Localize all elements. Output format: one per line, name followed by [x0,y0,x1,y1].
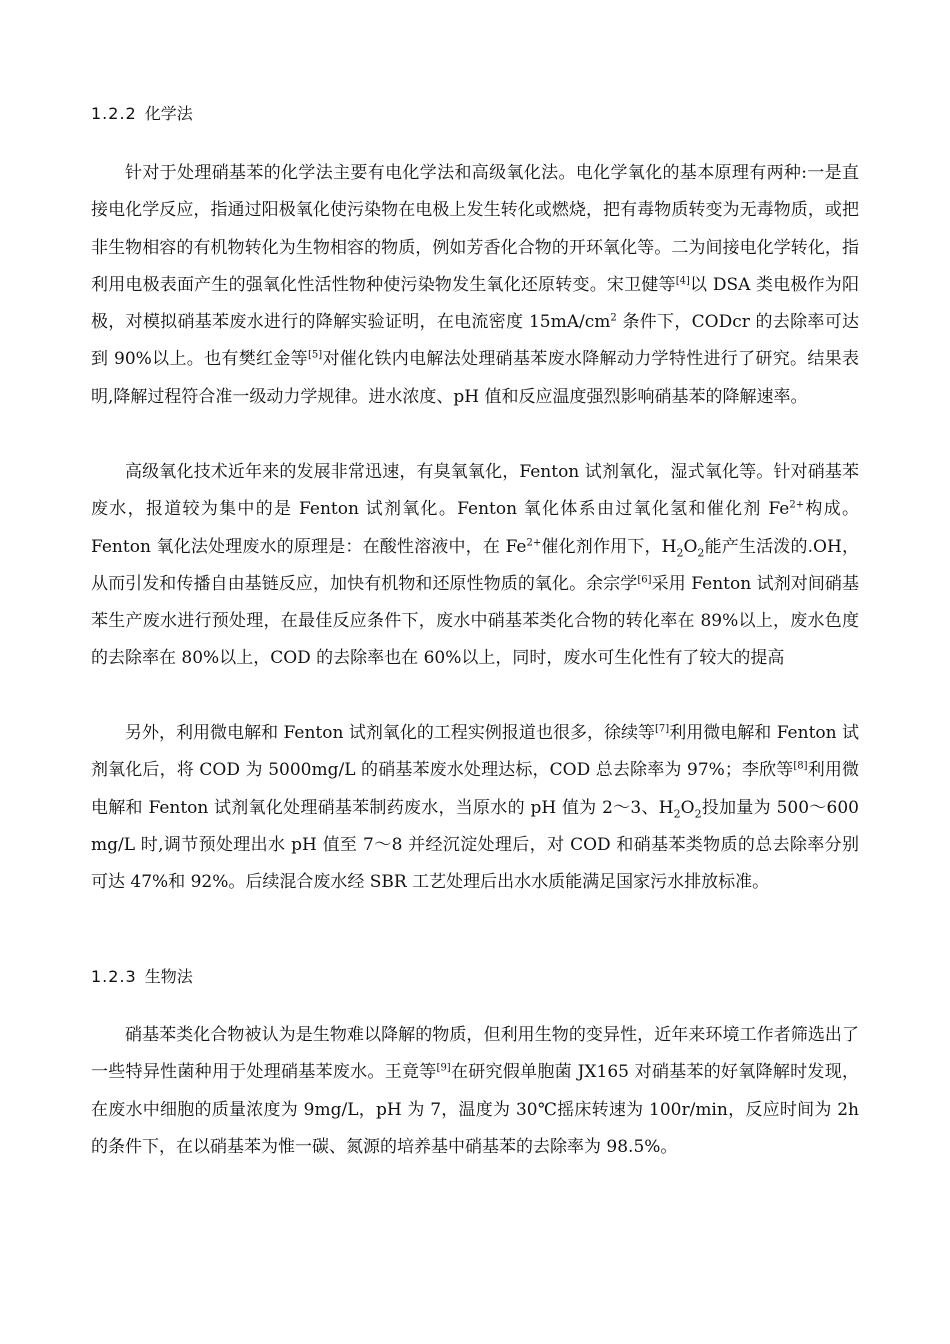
citation-ref: [5] [308,349,323,361]
paragraph-electrochemical [91,155,859,416]
section-number: 1.2.2 [91,104,137,123]
section-title: 生物法 [144,967,193,986]
paragraph-engineering-examples [91,715,859,901]
citation-ref: [7] [655,723,670,735]
subscript: 2 [694,806,702,820]
text-run: 在研究假单胞菌 JX165 对硝基苯的好氧降解时发现，在废水中细胞的质量浓度为 9mg/L，pH 为 7，温度为 30℃摇床转速为 100r/min，反应时间为 2h 的条件下，在以硝基苯为惟一碳、氮源的培养基中硝基苯的去除率为 98.5%。 [91,1062,859,1157]
text-run: 以 DSA 类电极作为阳极，对模拟硝基苯废水进行的降解实验证明，在电流密度 15mA/cm [91,274,859,333]
text-run: 另外，利用微电解和 Fenton 试剂氧化的工程实例报道也很多，徐续等 [125,723,656,743]
text-run: O [680,797,695,818]
citation-ref: [8] [793,760,808,772]
text-run: 对催化铁内电解法处理硝基苯废水降解动力学特性进行了研究。结果表明,降解过程符合准一级动力学规律。进水浓度、pH 值和反应温度强烈影响硝基苯的降解速率。 [91,349,859,407]
superscript: 2+ [526,536,542,548]
text-run: 高级氧化技术近年来的发展非常迅速，有臭氧氧化，Fenton 试剂氧化，湿式氧化等。针对硝基苯废水，报道较为集中的是 Fenton 试剂氧化。Fenton 氧化体系由过氧化氢和催化剂 Fe [91,462,859,520]
subscript: 2 [676,545,684,559]
text-run: 利用微电解和 Fenton 试剂氧化后，将 COD 为 5000mg/L 的硝基苯废水处理达标，COD 总去除率为 97%；李欣等 [91,723,860,781]
text-run: 针对于处理硝基苯的化学法主要有电化学法和高级氧化法。电化学氧化的基本原理有两种:一是直接电化学反应，指通过阳极氧化使污染物在电极上发生转化或燃烧，把有毒物质转变为无毒物质，或把非生物相容的有机物转化为生物相容的物质，例如芳香化合物的开环氧化等。二为间接电化学转化，指利用电极表面产生的强氧化性活性物种使污染物发生氧化还原转变。宋卫健等 [91,163,859,295]
paragraph-advanced-oxidation [91,454,859,678]
text-run: 条件下，CODcr 的去除率可达到 90%以上。也有樊红金等 [91,312,859,370]
subscript: 2 [697,545,705,559]
paragraph-biological [91,1017,859,1166]
text-run: 硝基苯类化合物被认为是生物难以降解的物质，但利用生物的变异性，近年来环境工作者筛选出了一些特异性菌种用于处理硝基苯废水。王竟等 [91,1025,859,1083]
text-run: 投加量为 500～600 mg/L 时,调节预处理出水 pH 值至 7～8 并经沉淀处理后，对 COD 和硝基苯类物质的总去除率分别可达 47%和 92%。后续混合废水经 SBR 工艺处理后出水水质能满足国家污水排放标准。 [91,797,859,893]
text-run: 采用 Fenton 试剂对间硝基苯生产废水进行预处理，在最佳反应条件下，废水中硝基苯类化合物的转化率在 89%以上，废水色度的去除率在 80%以上，COD 的去除率也在 60%以上，同时，废水可生化性有了较大的提高 [91,573,860,669]
section-number: 1.2.3 [91,967,137,986]
section-heading-1-2-3 [91,966,193,988]
text-run: O [683,536,698,557]
citation-ref: [6] [637,574,652,586]
text-run: 催化剂作用下，H [541,536,677,557]
citation-ref: [4] [675,275,690,287]
text-run: 构成。Fenton 氧化法处理废水的原理是：在酸性溶液中，在 Fe [91,499,860,557]
section-title: 化学法 [144,104,193,123]
superscript: 2+ [789,499,805,511]
text-run: 利用微电解和 Fenton 试剂氧化处理硝基苯制药废水，当原水的 pH 值为 2～3、H [91,760,860,818]
text-run: 能产生活泼的.OH，从而引发和传播自由基链反应，加快有机物和还原性物质的氧化。余宗学 [91,536,859,594]
citation-ref: [9] [436,1062,451,1074]
subscript: 2 [673,806,681,820]
superscript: 2 [610,312,617,324]
section-heading-1-2-2 [91,103,193,125]
